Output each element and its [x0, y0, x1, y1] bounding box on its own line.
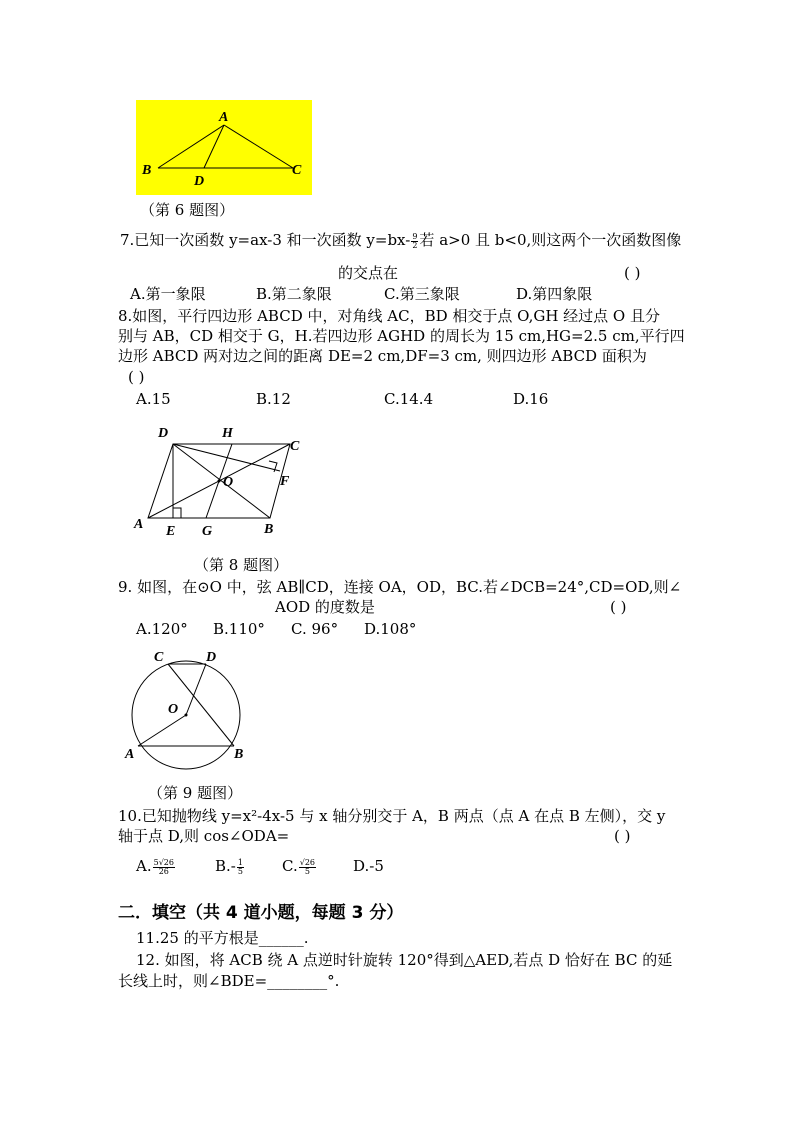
q10-answer-paren: ( ): [614, 827, 631, 845]
right-angle-e: [173, 508, 181, 518]
fig6-label-d: D: [194, 174, 205, 189]
q7-option-d: D.第四象限: [516, 285, 593, 303]
q7-fraction: [411, 233, 418, 250]
fig9-label-d: D: [206, 650, 217, 665]
segment-oa: [138, 715, 186, 746]
center-o: [185, 714, 188, 717]
q9-answer-paren: ( ): [610, 598, 627, 616]
figure-8-svg: [128, 420, 318, 542]
q9-option-b: B.110°: [213, 620, 265, 638]
q10-option-a-prefix: A.: [136, 857, 152, 875]
q9-option-c: C. 96°: [291, 620, 339, 638]
point-o: [218, 480, 221, 483]
q7-option-a: A.第一象限: [130, 285, 206, 303]
q8-line3: 边形 ABCD 两对边之间的距离 DE=2 cm,DF=3 cm, 则四边形 ABCD 面积为: [118, 347, 647, 365]
figure-9-caption: （第 9 题图）: [148, 784, 243, 802]
fig9-label-o: O: [168, 702, 179, 717]
q10-option-c-num: √26: [299, 857, 315, 867]
q10-option-b-fraction: [237, 859, 244, 876]
figure-6-caption: （第 6 题图）: [140, 201, 235, 219]
section-2-heading: 二．填空（共 4 道小题，每题 3 分）: [118, 903, 404, 923]
q7-option-c: C.第三象限: [384, 285, 460, 303]
q8-line1: 8.如图，平行四边形 ABCD 中，对角线 AC，BD 相交于点 O,GH 经过点 O 且分: [118, 307, 661, 325]
fig6-label-c: C: [292, 163, 302, 178]
q12-line2: 长线上时，则∠BDE=________°.: [118, 972, 340, 990]
q9-option-a: A.120°: [136, 620, 188, 638]
fig8-label-a: A: [134, 517, 144, 532]
q10-line1: 10.已知抛物线 y=x²-4x-5 与 x 轴分别交于 A，B 两点（点 A 在点 B 左侧），交 y: [118, 807, 666, 825]
q7-line1-part-b: 若 a>0 且 b<0,则这两个一次函数图像: [419, 231, 682, 249]
figure-9: [118, 645, 248, 775]
figure-9-svg: [118, 645, 248, 775]
q10-option-c-den: 5: [304, 866, 310, 876]
q7-line1: [120, 230, 681, 250]
fig8-label-d: D: [158, 426, 169, 441]
fig8-label-h: H: [222, 426, 233, 441]
q10-option-c-fraction: [299, 859, 316, 876]
q7-frac-den: 2: [412, 240, 418, 250]
fig9-label-a: A: [125, 747, 135, 762]
fig9-label-c: C: [154, 650, 164, 665]
q8-line2: 别与 AB，CD 相交于 G，H.若四边形 AGHD 的周长为 15 cm,HG=2.5 cm,平行四: [118, 327, 685, 345]
q10-option-b: [215, 856, 245, 876]
q10-option-a-den: 26: [158, 866, 169, 876]
diagonal-bd: [173, 444, 270, 518]
fig8-label-e: E: [166, 524, 176, 539]
q8-option-b: B.12: [256, 390, 291, 408]
q7-line2: 的交点在: [338, 264, 399, 282]
q10-option-b-prefix: B.-: [215, 857, 236, 875]
q10-option-d: D.-5: [353, 857, 384, 875]
q8-option-d: D.16: [513, 390, 549, 408]
fig6-label-a: A: [219, 110, 229, 125]
q10-option-b-den: 5: [237, 866, 243, 876]
figure-8: [128, 420, 318, 542]
q9-line1: 9. 如图，在⊙O 中，弦 AB∥CD，连接 OA，OD，BC.若∠DCB=24°,CD=OD,则∠: [118, 578, 682, 596]
q10-option-a-fraction: [153, 859, 175, 876]
q8-option-a: A.15: [136, 390, 171, 408]
fig8-label-o: O: [223, 475, 234, 490]
fig8-label-f: F: [280, 474, 290, 489]
q7-option-b: B.第二象限: [256, 285, 332, 303]
q7-frac-num: 9: [412, 231, 418, 241]
q10-option-c-prefix: C.: [282, 857, 298, 875]
figure-6: [136, 100, 312, 195]
q9-option-d: D.108°: [364, 620, 417, 638]
q10-option-a-num: 5√26: [153, 857, 174, 867]
q7-line1-part-a: 7.已知一次函数 y=ax-3 和一次函数 y=bx-: [120, 231, 411, 249]
q10-option-a: [136, 856, 176, 876]
fig8-label-b: B: [264, 522, 274, 537]
q9-line2: AOD 的度数是: [275, 598, 375, 616]
figure-8-caption: （第 8 题图）: [194, 556, 289, 574]
q10-line2: 轴于点 D,则 cos∠ODA=: [118, 827, 290, 845]
q8-option-c: C.14.4: [384, 390, 434, 408]
fig8-label-g: G: [202, 524, 213, 539]
q12-line1: 12. 如图，将 ACB 绕 A 点逆时针旋转 120°得到△AED,若点 D 恰好在 BC 的延: [136, 951, 673, 969]
fig8-label-c: C: [290, 439, 300, 454]
q10-option-b-num: 1: [237, 857, 243, 867]
figure-6-svg: [136, 100, 312, 195]
fig6-label-b: B: [142, 163, 152, 178]
q10-option-c: [282, 856, 317, 876]
q11-text: 11.25 的平方根是______.: [136, 929, 309, 947]
q8-line4: ( ): [128, 368, 145, 386]
fig9-label-b: B: [234, 747, 244, 762]
q7-answer-paren: ( ): [624, 264, 641, 282]
